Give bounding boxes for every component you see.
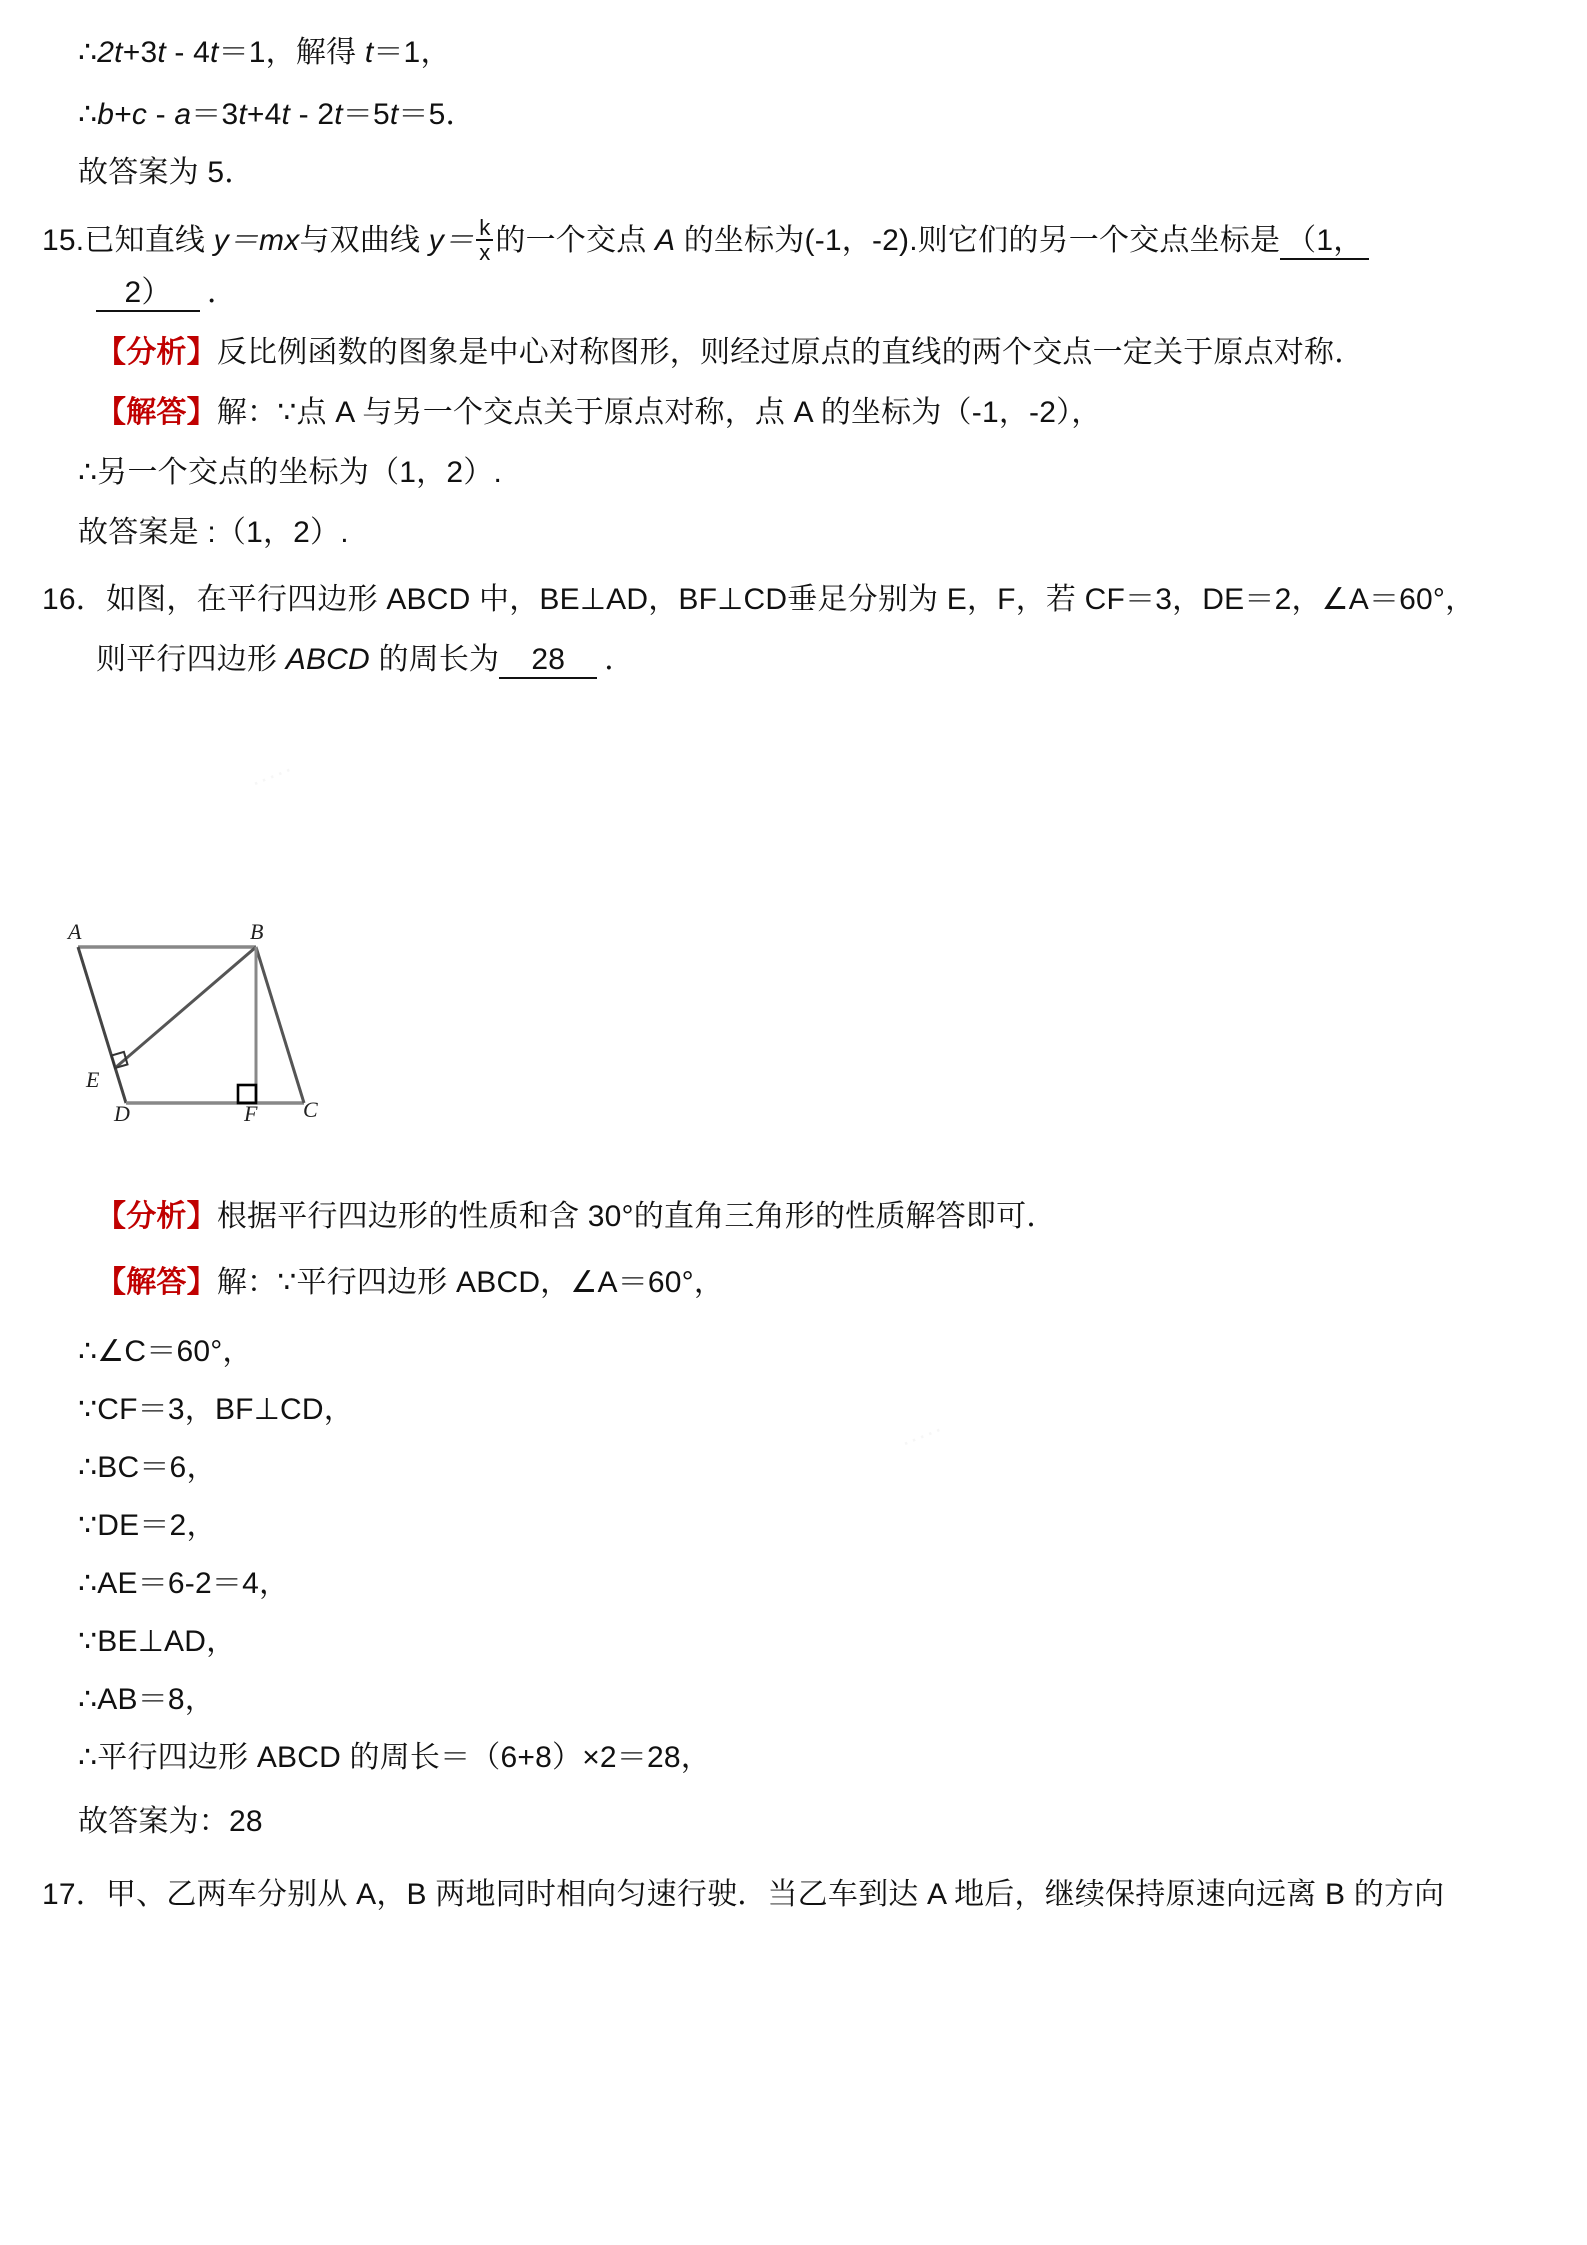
q15-stem-part3: 的一个交点 <box>495 224 655 258</box>
analysis-tag: 【分析】 <box>96 336 217 369</box>
q16-stem-line-1 <box>42 585 1475 615</box>
q14-line-1: ∴2t+3t - 4t＝1，解得 t＝1， <box>78 36 451 69</box>
q17-stem-line-1 <box>42 1880 1444 1910</box>
q15-answer-blank-part2: 2） <box>96 278 200 312</box>
q14-line-2: ∴b+c - a＝3t+4t - 2t＝5t＝5． <box>78 98 476 131</box>
q16-stem-end: ． <box>604 643 635 676</box>
analysis-tag: 【分析】 <box>96 1200 217 1233</box>
q15-analysis-line <box>96 338 1364 368</box>
figure-label-b: B <box>250 919 264 944</box>
q15-stem-period: ． <box>207 276 238 309</box>
q16-stem-line-2 <box>96 645 634 679</box>
figure-label-f: F <box>244 1101 258 1126</box>
parallelogram-abcd-diagram <box>60 919 360 1126</box>
q16-solution-line-1: ∴∠C＝60°， <box>78 1335 253 1368</box>
q16-solution-line-0 <box>96 1268 724 1298</box>
q15-number: 15 <box>42 224 76 258</box>
q16-solution-line-9: 故答案为：28 <box>78 1805 263 1838</box>
q15-stem-part1: .已知直线 <box>75 224 214 258</box>
q16-solution-line-6: ∵BE⊥AD， <box>78 1625 237 1658</box>
q16-number: 16 <box>42 583 76 616</box>
figure-label-a: A <box>68 919 82 944</box>
q16-stem-text-1: ．如图，在平行四边形 ABCD 中，BE⊥AD，BF⊥CD垂足分别为 E，F，若 CF＝3，DE＝2，∠A＝60°， <box>75 583 1476 616</box>
q15-stem-line-1 <box>42 215 1369 266</box>
q15-solution-line-1 <box>96 398 1102 428</box>
solution-tag: 【解答】 <box>96 1266 217 1299</box>
q15-solution-text-1: 解：∵点 A 与另一个交点关于原点对称，点 A 的坐标为（‑1，‑2）， <box>216 396 1102 429</box>
q15-stem-part4: 的坐标为(‑1，‑2).则它们的另一个交点坐标是 <box>675 224 1281 258</box>
q16-stem-mid: 的周长为 <box>369 643 500 676</box>
q16-answer-blank: 28 <box>499 645 597 679</box>
figure-label-e: E <box>86 1067 100 1092</box>
q15-solution-line-3: 故答案是 :（1，2）. <box>78 516 349 549</box>
q16-stem-pre: 则平行四边形 <box>96 643 286 676</box>
q16-solution-line-2: ∵CF＝3，BF⊥CD， <box>78 1393 354 1426</box>
q15-stem-line-2 <box>96 278 237 312</box>
q15-point-a: A <box>654 224 676 258</box>
q14-answer-line: 故答案为 5． <box>78 156 255 189</box>
figure-label-c: C <box>303 1097 318 1122</box>
q16-solution-line-8: ∴平行四边形 ABCD 的周长＝（6+8）×2＝28， <box>78 1741 711 1774</box>
q16-abcd-label: ABCD <box>285 643 370 676</box>
q17-number: 17 <box>42 1878 76 1911</box>
q15-eq-y-mx: y＝mx <box>213 224 300 258</box>
q15-answer-blank-part1: （1， <box>1280 226 1369 260</box>
q16-analysis-line <box>96 1202 1057 1232</box>
q15-stem-part2: 与双曲线 <box>299 224 429 258</box>
q16-solution-line-7: ∴AB＝8， <box>78 1683 215 1716</box>
fraction-denominator: x <box>476 239 493 264</box>
watermark <box>246 753 298 798</box>
q16-solution-line-3: ∴BC＝6， <box>78 1451 217 1484</box>
figure-label-d: D <box>114 1101 130 1126</box>
q16-solution-text-0: 解：∵平行四边形 ABCD，∠A＝60°， <box>216 1266 725 1299</box>
q16-solution-line-4: ∵DE＝2， <box>78 1509 217 1542</box>
q15-eq-y-equals: y＝ <box>428 224 475 258</box>
fraction-numerator: k <box>479 215 491 240</box>
watermark <box>896 1413 948 1458</box>
q15-solution-line-2: ∴另一个交点的坐标为（1，2）. <box>78 456 502 489</box>
fraction-k-over-x <box>476 216 493 264</box>
q17-stem-text-1: ．甲、乙两车分别从 A，B 两地同时相向匀速行驶．当乙车到达 A 地后，继续保持原速向远离 B 的方向 <box>75 1878 1445 1911</box>
solution-tag: 【解答】 <box>96 396 217 429</box>
q16-analysis-text: 根据平行四边形的性质和含 30°的直角三角形的性质解答即可． <box>216 1200 1057 1233</box>
q16-solution-line-5: ∴AE＝6‑2＝4， <box>78 1567 290 1600</box>
q15-analysis-text: 反比例函数的图象是中心对称图形，则经过原点的直线的两个交点一定关于原点对称． <box>216 336 1365 369</box>
